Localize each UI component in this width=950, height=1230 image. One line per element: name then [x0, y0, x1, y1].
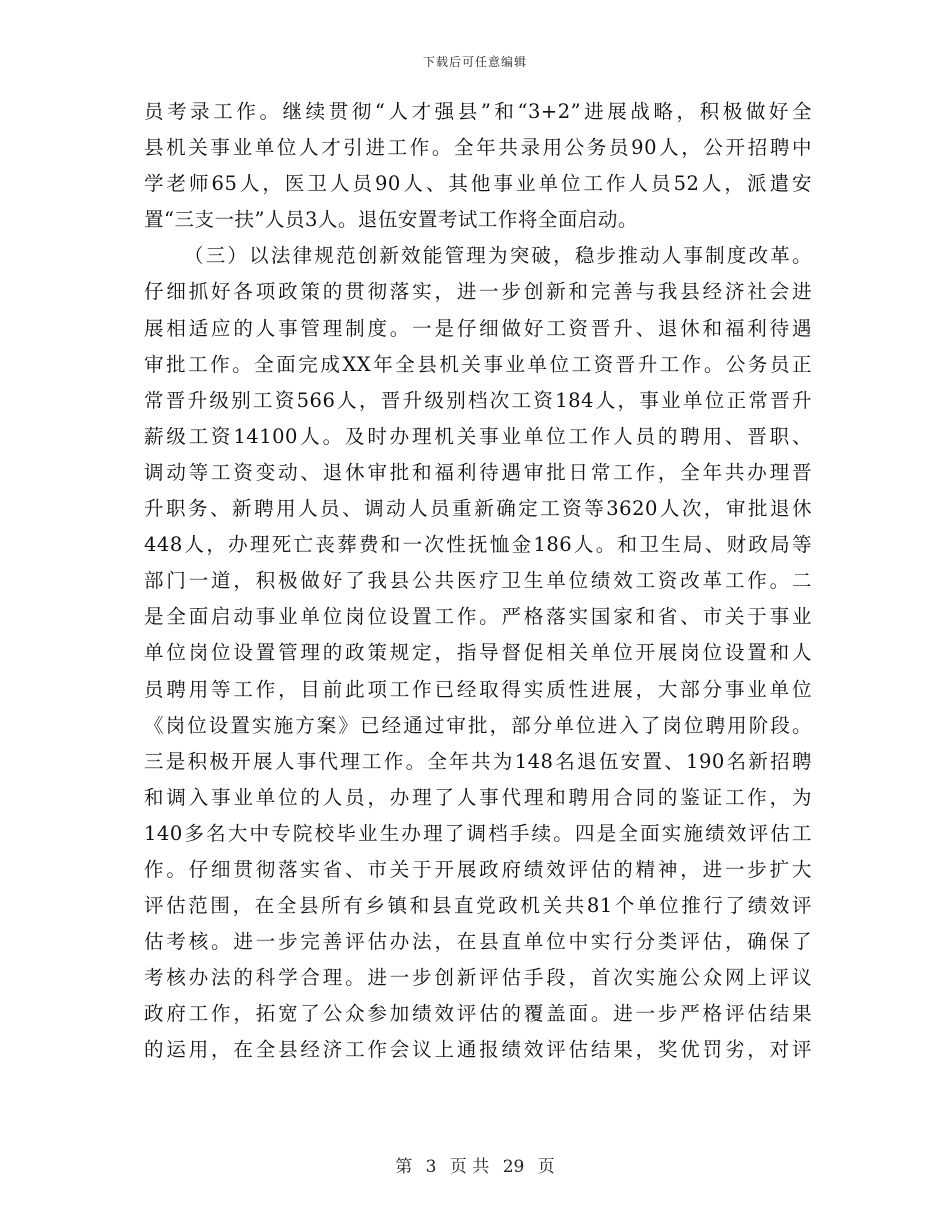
total-page-count: 29	[502, 1157, 525, 1177]
section-heading-line: （三）以法律规范创新效能管理为突破，稳步推动人事制度改革。	[184, 244, 812, 268]
text-line: 三是积极开展人事代理工作。全年共为148名退伍安置、190名新招聘	[144, 749, 812, 773]
text-line: 薪级工资14100人。及时办理机关事业单位工作人员的聘用、晋职、	[144, 424, 812, 448]
text-line: 展相适应的人事管理制度。一是仔细做好工资晋升、退休和福利待遇	[144, 316, 812, 340]
text-line: 估考核。进一步完善评估办法，在县直单位中实行分类评估，确保了	[144, 930, 812, 954]
text-line: 部门一道，积极做好了我县公共医疗卫生单位绩效工资改革工作。二	[144, 569, 812, 593]
page-header: 下载后可任意编辑	[422, 55, 527, 69]
text-line: 置“三支一扶”人员3人。退伍安置考试工作将全面启动。	[144, 208, 638, 232]
footer-prefix: 第	[395, 1157, 413, 1177]
text-line: 《岗位设置实施方案》已经通过审批，部分单位进入了岗位聘用阶段。	[144, 713, 812, 737]
text-line: 调动等工资变动、退休审批和福利待遇审批日常工作，全年共办理晋	[144, 460, 812, 484]
text-line: 升职务、新聘用人员、调动人员重新确定工资等3620人次，审批退休	[144, 497, 812, 521]
document-body	[144, 94, 812, 1069]
text-line: 140多名大中专院校毕业生办理了调档手续。四是全面实施绩效评估工	[144, 821, 812, 845]
text-line: 员考录工作。继续贯彻“人才强县”和“3+2”进展战略，积极做好全	[144, 100, 812, 123]
text-line: 常晋升级别工资566人，晋升级别档次工资184人，事业单位正常晋升	[144, 388, 812, 412]
text-line: 是全面启动事业单位岗位设置工作。严格落实国家和省、市关于事业	[144, 605, 812, 629]
current-page-number: 3	[425, 1157, 437, 1177]
text-line: 单位岗位设置管理的政策规定，指导督促相关单位开展岗位设置和人	[144, 641, 812, 665]
footer-suffix: 页	[537, 1157, 555, 1177]
text-line: 员聘用等工作，目前此项工作已经取得实质性进展，大部分事业单位	[144, 677, 812, 701]
page-footer	[0, 1152, 950, 1177]
text-line: 仔细抓好各项政策的贯彻落实，进一步创新和完善与我县经济社会进	[144, 280, 812, 304]
text-line: 政府工作，拓宽了公众参加绩效评估的覆盖面。进一步严格评估结果	[144, 1002, 812, 1026]
text-line: 学老师65人，医卫人员90人、其他事业单位工作人员52人，派遣安	[144, 172, 812, 196]
text-line: 审批工作。全面完成XX年全县机关事业单位工资晋升工作。公务员正	[144, 352, 812, 376]
text-line: 448人，办理死亡丧葬费和一次性抚恤金186人。和卫生局、财政局等	[144, 533, 812, 557]
text-line: 的运用，在全县经济工作会议上通报绩效评估结果，奖优罚劣，对评	[144, 1038, 812, 1062]
text-line: 考核办法的科学合理。进一步创新评估手段，首次实施公众网上评议	[144, 966, 812, 990]
text-line: 评估范围，在全县所有乡镇和县直党政机关共81个单位推行了绩效评	[144, 894, 812, 918]
text-line: 作。仔细贯彻落实省、市关于开展政府绩效评估的精神，进一步扩大	[144, 857, 812, 881]
footer-middle: 页 共	[449, 1157, 490, 1177]
text-line: 和调入事业单位的人员，办理了人事代理和聘用合同的鉴证工作，为	[144, 785, 812, 809]
text-line: 县机关事业单位人才引进工作。全年共录用公务员90人，公开招聘中	[144, 136, 812, 160]
